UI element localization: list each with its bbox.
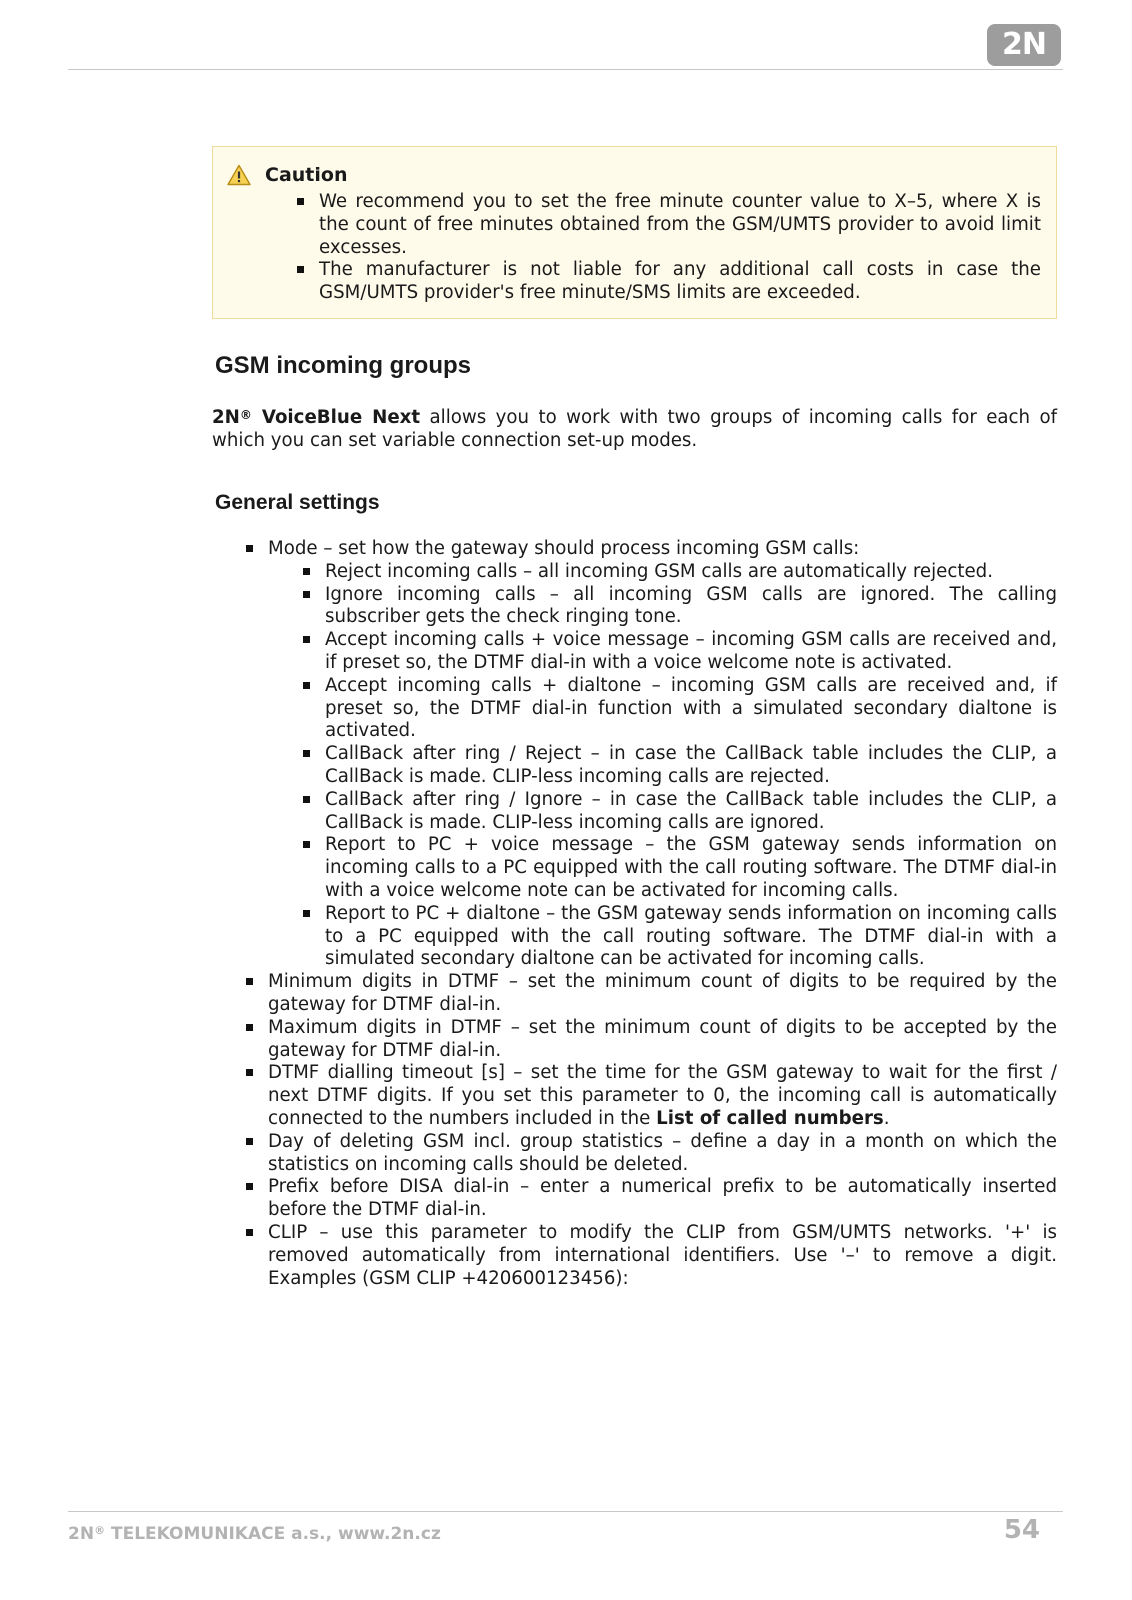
footer-registered-mark: ® <box>94 1524 106 1537</box>
section-heading: GSM incoming groups <box>215 352 471 379</box>
mode-option: CallBack after ring / Ignore – in case the CallBack table includes the CLIP, a CallBack is made. CLIP-less incoming calls are ignored. <box>301 789 1057 835</box>
caution-list <box>295 191 1041 305</box>
header-divider <box>68 69 1063 70</box>
mode-option: Report to PC + voice message – the GSM gateway sends information on incoming calls to a PC equipped with the call routing software. The DTMF dial-in with a voice welcome note can be activated for incoming calls. <box>301 834 1057 902</box>
mode-option: Report to PC + dialtone – the GSM gateway sends information on incoming calls to a PC equipped with the call routing software. The DTMF dial-in with a simulated secondary dialtone can be activated for incoming calls. <box>301 903 1057 971</box>
mode-label: Mode – set how the gateway should process incoming GSM calls: <box>268 538 860 559</box>
caution-item: We recommend you to set the free minute counter value to X–5, where X is the count of free minutes obtained from the GSM/UMTS provider to avoid limit excesses. <box>295 191 1041 259</box>
max-digits-item: Maximum digits in DTMF – set the minimum count of digits to be accepted by the gateway for DTMF dial-in. <box>244 1017 1057 1063</box>
prefix-item: Prefix before DISA dial-in – enter a numerical prefix to be automatically inserted before the DTMF dial-in. <box>244 1176 1057 1222</box>
mode-option: Accept incoming calls + voice message – incoming GSM calls are received and, if preset so, the DTMF dial-in with a voice welcome note is activated. <box>301 629 1057 675</box>
product-name: VoiceBlue Next <box>261 407 421 428</box>
footer-divider <box>68 1511 1063 1512</box>
clip-item: CLIP – use this parameter to modify the CLIP from GSM/UMTS networks. '+' is removed automatically from international identifiers. Use '–' to remove a digit. Examples (GSM CLIP +420600123456): <box>244 1222 1057 1290</box>
registered-mark: ® <box>239 408 252 422</box>
mode-option: Ignore incoming calls – all incoming GSM calls are ignored. The calling subscriber gets the check ringing tone. <box>301 584 1057 630</box>
settings-list <box>244 538 1057 1290</box>
caution-item: The manufacturer is not liable for any additional call costs in case the GSM/UMTS provider's free minute/SMS limits are exceeded. <box>295 259 1041 305</box>
mode-option: Accept incoming calls + dialtone – incoming GSM calls are received and, if preset so, the DTMF dial-in function with a simulated secondary dialtone is activated. <box>301 675 1057 743</box>
page-number: 54 <box>1003 1515 1040 1545</box>
mode-option: CallBack after ring / Reject – in case the CallBack table includes the CLIP, a CallBack is made. CLIP-less incoming calls are rejected. <box>301 743 1057 789</box>
brand-name: 2N <box>212 407 240 428</box>
mode-sublist <box>268 561 1057 971</box>
footer-company-text: TELEKOMUNIKACE a.s., www.2n.cz <box>105 1524 441 1544</box>
intro-text: allows you to work with two groups of incoming calls for each of which you can set variable connection set-up modes. <box>212 407 1058 451</box>
mode-option: Reject incoming calls – all incoming GSM calls are automatically rejected. <box>301 561 1057 584</box>
caution-box <box>212 146 1057 319</box>
timeout-end: . <box>883 1107 890 1129</box>
intro-paragraph <box>212 407 1057 453</box>
footer-company <box>68 1522 441 1546</box>
caution-title: Caution <box>265 164 348 186</box>
warning-icon <box>227 164 251 186</box>
footer-brand: 2N <box>68 1524 95 1544</box>
timeout-item <box>244 1062 1057 1130</box>
day-deleting-item: Day of deleting GSM incl. group statistics – define a day in a month on which the statistics on incoming calls should be deleted. <box>244 1131 1057 1177</box>
subsection-heading: General settings <box>215 491 380 514</box>
mode-item <box>244 538 1057 971</box>
called-numbers-link[interactable]: List of called numbers <box>656 1107 884 1129</box>
timeout-text: DTMF dialling timeout [s] – set the time for the GSM gateway to wait for the first / next DTMF digits. If you set this parameter to 0, the incoming call is automatically connected to the numbers included in the <box>268 1062 1057 1129</box>
company-logo <box>987 24 1061 66</box>
logo-text: 2N <box>1002 27 1046 62</box>
min-digits-item: Minimum digits in DTMF – set the minimum count of digits to be required by the gateway for DTMF dial-in. <box>244 971 1057 1017</box>
settings-list-container <box>244 538 1057 1290</box>
